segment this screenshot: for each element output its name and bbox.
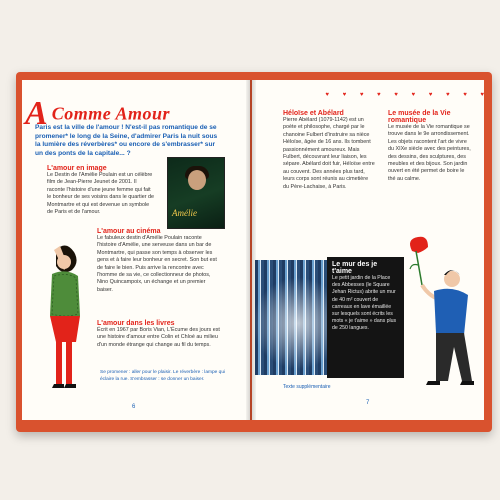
photo-caption: Texte supplémentaire [283,384,331,390]
title-text: Comme Amour [51,103,171,124]
section-mur [327,257,404,378]
section-image-heading: L'amour en image [47,165,107,172]
section-musee-heading: Le musée de la Vie romantique [388,110,451,124]
section-livres-text: Écrit en 1967 par Boris Vian, L'Écume des jours est une histoire d'amour entre Colin et Chloé au milieu d'un monde étrange qui change au fil du temps. [97,327,220,348]
section-livres-heading: L'amour dans les livres [97,320,175,327]
wall-photo [255,260,327,375]
page-number-left: 6 [132,404,136,410]
title-initial: A [25,95,48,132]
man-illustration [398,225,478,405]
section-cinema [97,228,221,294]
section-cinema-heading: L'amour au cinéma [97,228,161,235]
vocabulary-tips: Se promener : aller pour le plaisir. Le réverbère : lampe qui éclaire la rue. S'embrasser : se donner un baiser. [100,370,226,382]
poster-title: Amélie [172,208,197,218]
section-heloise [283,110,375,191]
poster-face [188,170,206,190]
section-cinema-text: Le fabuleux destin d'Amélie Poulain raconte l'histoire d'Amélie, une serveuse dans un bar de Montmartre, qui passe son temps à observer les gens et à faire leur bonheur en secret. Son but est de faire le bien. Puis arrive la rencontre avec l'homme de sa vie, ce collectionneur de photos, Nino Quincampoix, un échange et un premier baiser. [97,235,217,293]
movie-poster-image [167,157,225,229]
section-musee [388,110,472,183]
page-number-right: 7 [366,400,370,406]
section-livres [97,320,221,349]
section-heloise-heading: Héloïse et Abélard [283,110,344,117]
section-heloise-text: Pierre Abélard (1079-1142) est un poète et philosophe, chargé par le chanoine Fulbert d'instruire sa nièce Héloïse, âgée de 16 ans. Ils tombent passionnément amoureux. Mais Fulbert, découvrant leur liaison, les sépare. Abélard doit fuir, Héloïse entre au couvent. Des années plus tard, leurs corps sont réunis au cimetière du Père-Lachaise, à Paris. [283,117,375,190]
section-mur-heading: Le mur des je t'aime [332,261,378,275]
section-image [47,165,155,216]
section-musee-text: Le musée de la Vie romantique se trouve dans le 9e arrondissement. Les objets racontent l'art de vivre du XIXe siècle avec des peintures, des dessins, des sculptures, des meubles et des bijoux. Son jardin ouvert en été permet de boire le thé au calme. [388,124,471,182]
intro-text: Paris est la ville de l'amour ! N'est-il pas romantique de se promener* le long de la Seine, d'admirer Paris la nuit sous la lumière des réverbères* ou encore de s'embrasser* sur un des ponts de la capitale... ? [35,124,218,157]
woman-illustration [36,240,86,400]
section-image-text: Le Destin de l'Amélie Poulain est un célèbre film de Jean-Pierre Jeunet de 2001. Il raconte l'histoire d'une jeune femme qui fait le bonheur de ses voisins dans le quartier de Montmartre et qui est devenue un symbole de Paris et de l'amour. [47,172,154,216]
section-mur-text: Le petit jardin de la Place des Abbesses (le Square Jehan Rictus) abrite un mur de 40 m² couvert de carreaux en lave émaillée sur lesquels sont écrits les mots « je t'aime » dans plus de 250 langues. [332,275,397,332]
hearts-decoration: ♥ ♥ ♥ ♥ ♥ ♥ ♥ ♥ ♥ ♥ [325,92,490,98]
